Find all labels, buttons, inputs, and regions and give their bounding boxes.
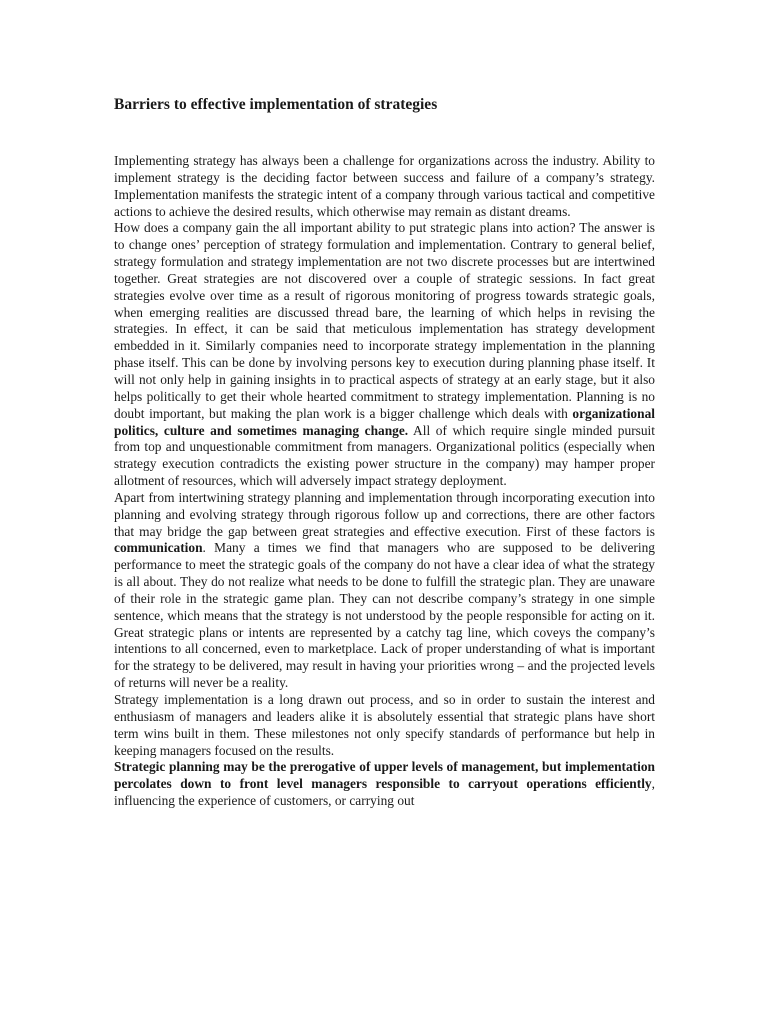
paragraph-text: . Many a times we find that managers who are supposed to be delivering performance to meet the strategic goals of the company do not have a clear idea of what the strategy is all about. They do not realize what needs to be done to fulfill the strategic plan. They are unaware of their role in the strategic game plan. They can not describe company’s strategy in one simple sentence, which means that the strategy is not understood by the people responsible for acting on it. Great strategic plans or intents are represented by a catchy tag line, which coveys the company’s intentions to all concerned, even to marketplace. Lack of proper understanding of what is important for the strategy to be delivered, may result in having your priorities wrong – and the projected levels of returns will never be a reality. <box>114 540 655 691</box>
paragraph-text: Apart from intertwining strategy planning and implementation through incorporating execution into planning and evolving strategy through rigorous follow up and corrections, there are other factors that may bridge the gap between great strategies and effective execution. First of these factors is <box>114 489 655 539</box>
paragraph-short-term-wins: Strategy implementation is a long drawn out process, and so in order to sustain the interest and enthusiasm of managers and leaders alike it is absolutely essential that strategic plans have short term wins built in them. These milestones not only specify standards of performance but help in keeping managers focused on the results. <box>114 692 655 758</box>
paragraph-communication <box>114 490 655 692</box>
paragraph-formulation <box>114 220 655 490</box>
paragraph-upper-management <box>114 759 655 810</box>
paragraph-text: , influencing the experience of customers, or carrying out <box>114 776 655 809</box>
paragraph-text: All of which require single minded pursuit from top and unquestionable commitment from managers. Organizational politics (especially when strategy execution contradicts the existing power structure in the company) may hamper proper allotment of resources, which will adversely impact strategy deployment. <box>114 422 655 489</box>
document-body <box>114 153 655 810</box>
document-title: Barriers to effective implementation of strategies <box>114 96 438 113</box>
paragraph-text: How does a company gain the all important ability to put strategic plans into action? The answer is to change ones’ perception of strategy formulation and implementation. Contrary to general belief, strategy formulation and strategy implementation are not two discrete processes but are intertwined together. Great strategies are not discovered over a couple of strategic sessions. In fact great strategies evolve over time as a result of rigorous monitoring of progress towards strategic goals, when emerging realities are discussed thread bare, the learning of which helps in revising the strategies. In effect, it can be said that meticulous implementation has strategy development embedded in it. Similarly companies need to incorporate strategy implementation in the planning phase itself. This can be done by involving persons key to execution during planning phase itself. It will not only help in gaining insights in to practical aspects of strategy at an early stage, but it also helps politically to get their whole hearted commitment to strategy implementation. Planning is no doubt important, but making the plan work is a bigger challenge which deals with <box>114 220 655 421</box>
emphasis-text: Strategic planning may be the prerogative of upper levels of management, but implementation percolates down to front level managers responsible to carryout operations efficiently <box>114 759 655 792</box>
paragraph-intro: Implementing strategy has always been a challenge for organizations across the industry. Ability to implement strategy is the deciding factor between success and failure of a company’s strategy. Implementation manifests the strategic intent of a company through various tactical and competitive actions to achieve the desired results, which otherwise may remain as distant dreams. <box>114 153 655 219</box>
emphasis-text: organizational politics, culture and sometimes managing change. <box>114 405 655 438</box>
emphasis-text: communication <box>114 540 203 556</box>
